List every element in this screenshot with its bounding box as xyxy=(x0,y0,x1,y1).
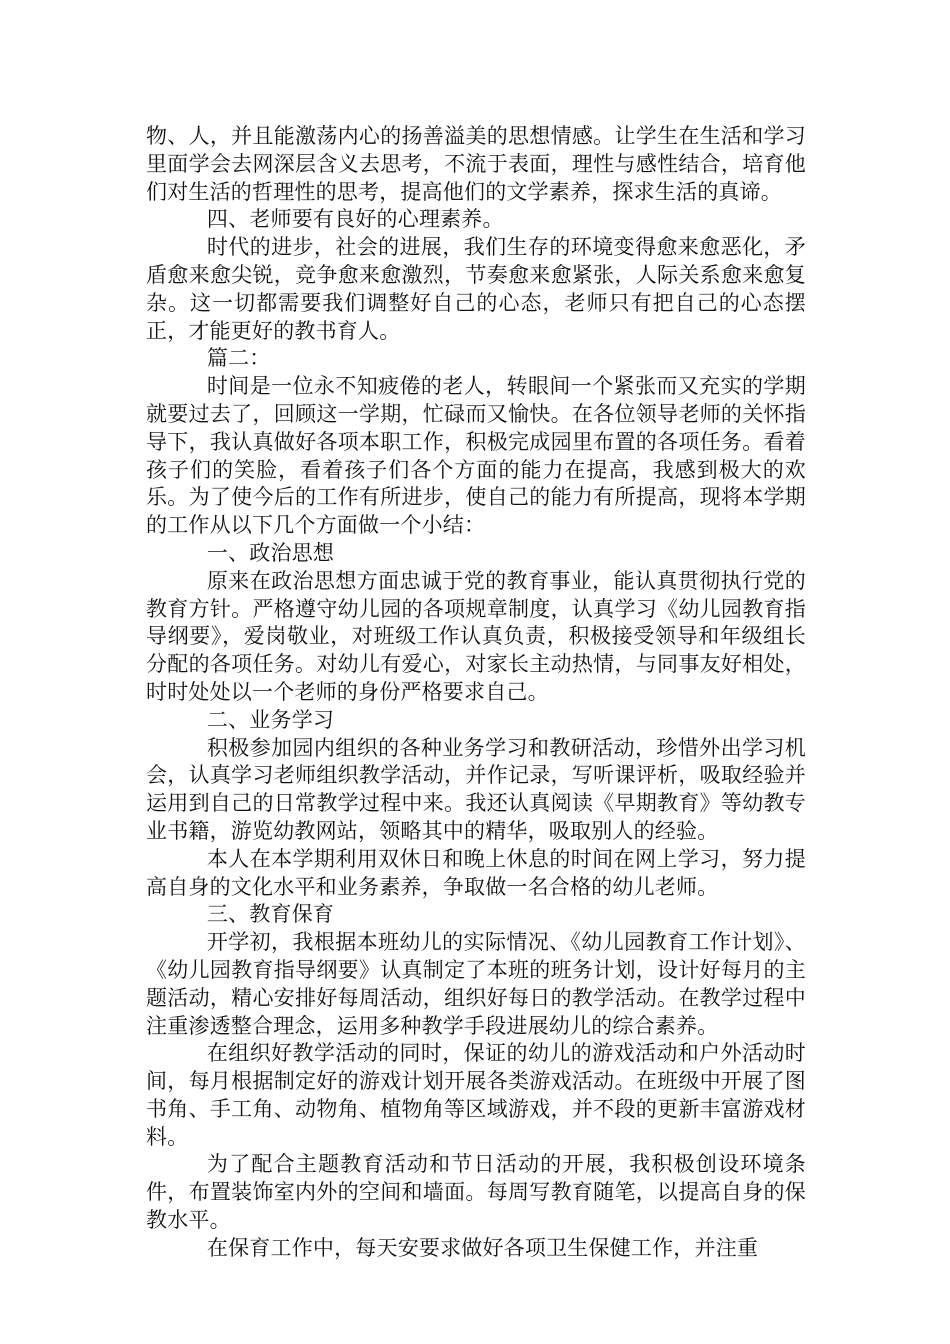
chapter-heading: 篇二： xyxy=(206,346,271,371)
paragraph: 在保育工作中，每天安要求做好各项卫生保健工作，并注重 xyxy=(206,1235,759,1260)
paragraph: 开学初，我根据本班幼儿的实际情况、《幼儿园教育工作计划》、《幼儿园教育指导纲要》认真制定了本班的班务计划，设计好每月的主题活动，精心安排好每周活动，组织好每日的教学活动。在教学过程中注重渗透整合理念，运用多种教学手段进展幼儿的综合素养。 xyxy=(146,930,806,1038)
paragraph: 物、人，并且能激荡内心的扬善溢美的思想情感。让学生在生活和学习里面学会去网深层含义去思考，不流于表面，理性与感性结合，培育他们对生活的哲理性的思考，提高他们的文学素养，探求生活的真谛。 xyxy=(146,124,806,204)
section-heading: 四、老师要有良好的心理素养。 xyxy=(206,207,504,232)
paragraph: 为了配合主题教育活动和节日活动的开展，我积极创设环境条件，布置装饰室内外的空间和墙面。每周写教育随笔，以提高自身的保教水平。 xyxy=(146,1152,806,1233)
section-heading: 二、业务学习 xyxy=(206,707,335,732)
paragraph: 时间是一位永不知疲倦的老人，转眼间一个紧张而又充实的学期就要过去了，回顾这一学期，忙碌而又愉快。在各位领导老师的关怀指导下，我认真做好各项本职工作，积极完成园里布置的各项任务。看着孩子们的笑脸，看着孩子们各个方面的能力在提高，我感到极大的欢乐。为了使今后的工作有所进步，使自己的能力有所提高，现将本学期的工作从以下几个方面做一个小结： xyxy=(146,374,806,538)
section-heading: 一、政治思想 xyxy=(206,540,335,565)
paragraph: 时代的进步，社会的进展，我们生存的环境变得愈来愈恶化，矛盾愈来愈尖锐，竞争愈来愈激烈，节奏愈来愈紧张，人际关系愈来愈复杂。这一切都需要我们调整好自己的心态，老师只有把自己的心态摆正，才能更好的教书育人。 xyxy=(146,235,806,343)
body-text xyxy=(146,123,806,1263)
paragraph: 积极参加园内组织的各种业务学习和教研活动，珍惜外出学习机会，认真学习老师组织教学活动，并作记录，写听课评析，吸取经验并运用到自己的日常教学过程中来。我还认真阅读《早期教育》等幼教专业书籍，游览幼教网站，领略其中的精华，吸取别人的经验。 xyxy=(146,735,806,843)
section-heading: 三、教育保育 xyxy=(206,902,335,927)
paragraph: 在组织好教学活动的同时，保证的幼儿的游戏活动和户外活动时间，每月根据制定好的游戏计划开展各类游戏活动。在班级中开展了图书角、手工角、动物角、植物角等区域游戏，并不段的更新丰富游戏材料。 xyxy=(146,1041,806,1149)
paragraph: 本人在本学期利用双休日和晚上休息的时间在网上学习，努力提高自身的文化水平和业务素养，争取做一名合格的幼儿老师。 xyxy=(146,846,806,899)
paragraph: 原来在政治思想方面忠诚于党的教育事业，能认真贯彻执行党的教育方针。严格遵守幼儿园的各项规章制度，认真学习《幼儿园教育指导纲要》，爱岗敬业，对班级工作认真负责，积极接受领导和年级组长分配的各项任务。对幼儿有爱心，对家长主动热情，与同事友好相处，时时处处以一个老师的身份严格要求自己。 xyxy=(146,568,806,704)
